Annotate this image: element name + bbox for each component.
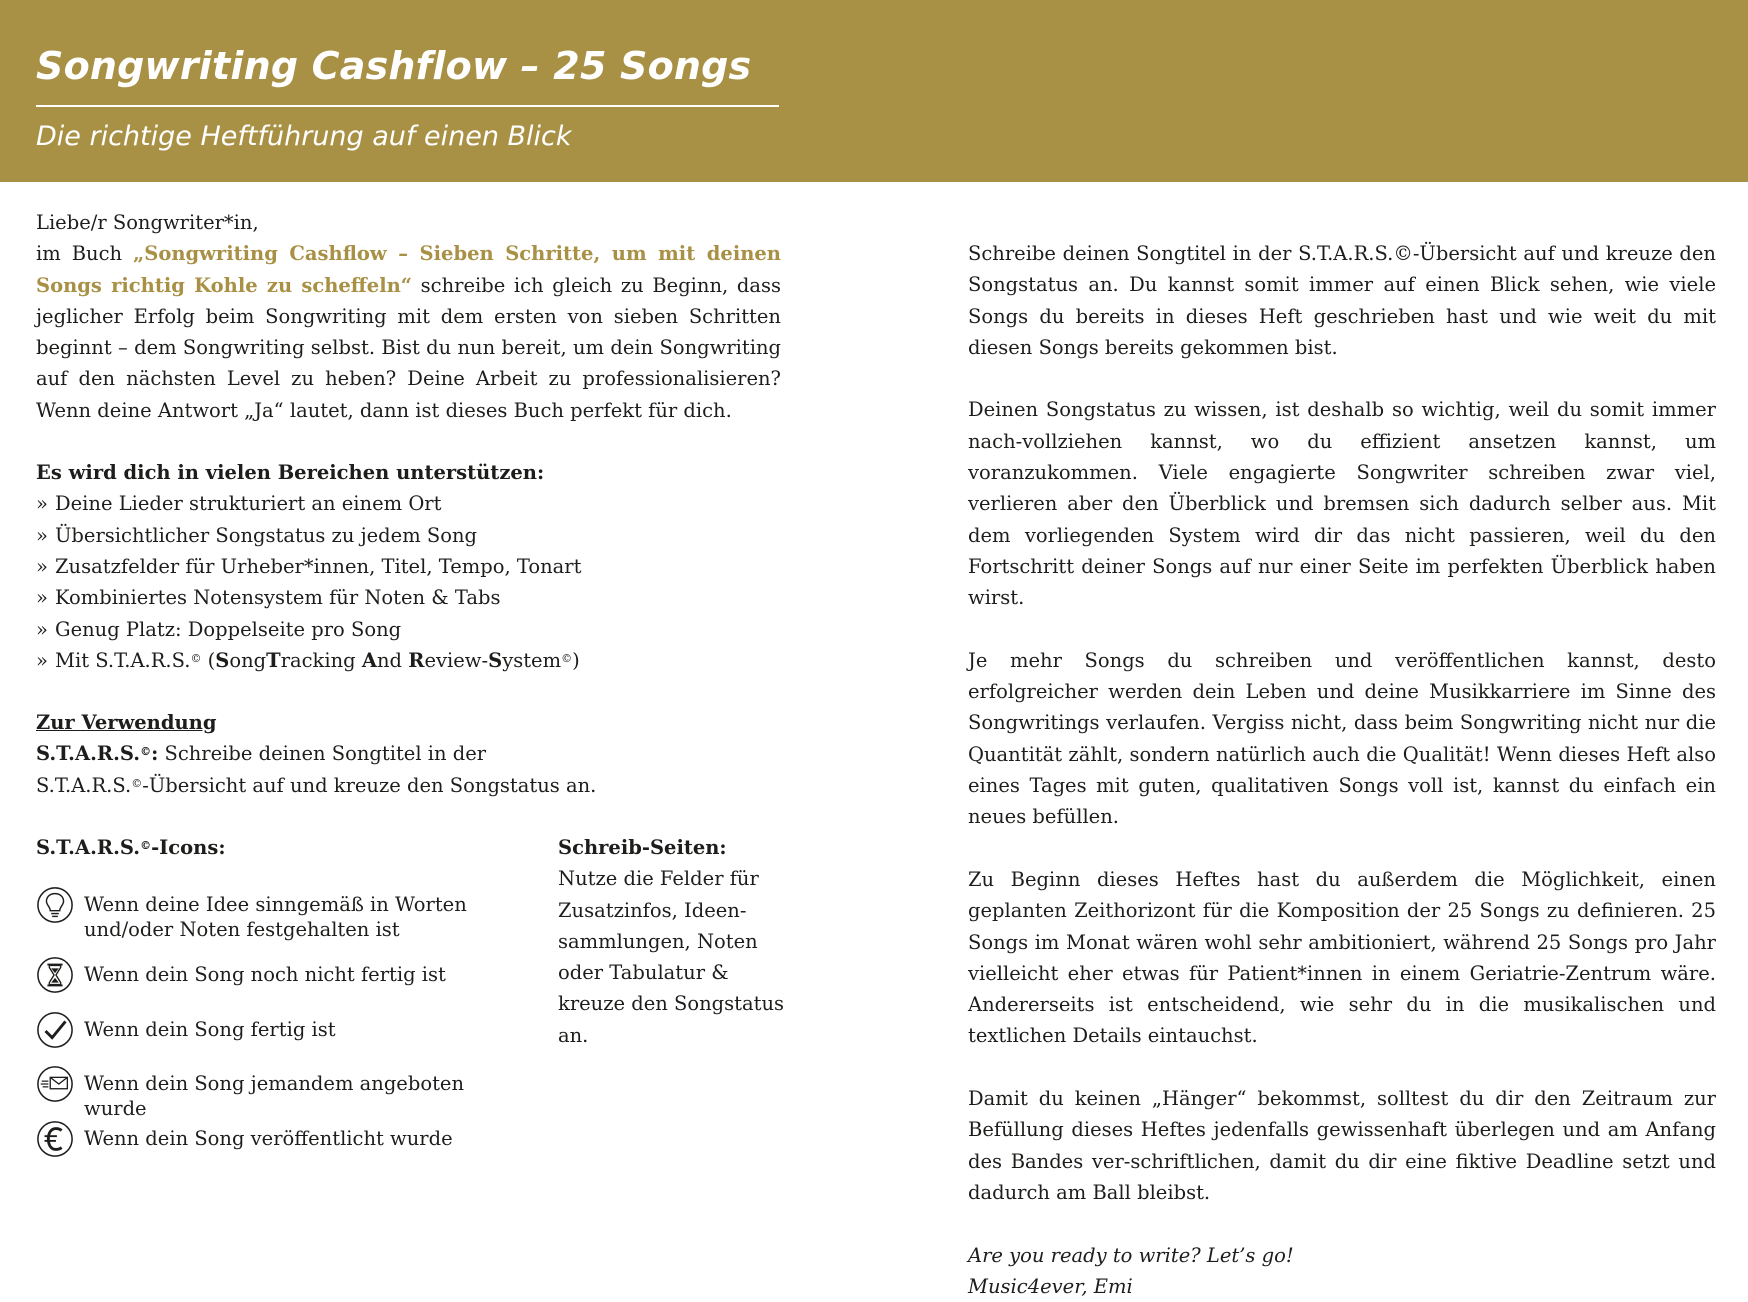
euro-icon [36,1120,74,1158]
right-column [968,238,1716,1302]
left-column [36,207,781,801]
icon-label: Wenn dein Song noch nicht fertig ist [84,963,446,986]
paragraph: Schreibe deinen Songtitel in der S.T.A.R.S.©-Übersicht auf und kreuze den Songstatus an. Du kannst somit immer auf einen Blick sehen, wie viele Songs du bereits in dieses Heft geschrieben hast und wie weit du mit diesen Songs bereits gekommen bist. [968,242,1716,359]
icon-row [36,1126,504,1158]
stars-letter-s: S [215,648,230,672]
list-item: » Deine Lieder strukturiert an einem Ort [36,488,781,519]
list-item: » Kombiniertes Notensystem für Noten & Tabs [36,582,781,613]
envelope-icon [36,1065,74,1103]
icons-heading [36,832,536,863]
closing-line: Are you ready to write? Let’s go! [968,1243,1294,1267]
intro-body: schreibe ich gleich zu Beginn, dass jeglicher Erfolg beim Songwriting mit dem ersten von sieben Schritten beginnt – dem Songwriting selbst. Bist du nun bereit, um dein Songwriting auf den nächsten Level zu heben? Deine Arbeit zu professionalisieren? Wenn deine Antwort „Ja“ lautet, dann ist dieses Buch perfekt für dich. [36,273,781,422]
stars-letter-a: A [361,648,377,672]
features-list [36,488,781,676]
list-item: » Genug Platz: Doppelseite pro Song [36,614,781,645]
stars-eview: eview- [424,648,489,672]
title-divider [36,105,779,107]
signature: Music4ever, Emi [968,1274,1133,1298]
icons-section [36,832,536,1150]
stars-racking: racking [280,648,362,672]
page-title: Songwriting Cashflow – 25 Songs [36,44,752,88]
icon-row [36,962,504,994]
copyright-mark: © [140,839,152,852]
usage-line-1 [36,738,781,769]
page-subtitle: Die richtige Heftführung auf einen Blick [36,121,572,152]
usage-line1-text: Schreibe deinen Songtitel in der [158,742,487,766]
icon-label: Wenn dein Song jemandem angeboten wurde [84,1072,465,1120]
stars-letter-r: R [408,648,425,672]
paragraph: Deinen Songstatus zu wissen, ist deshalb so wichtig, weil du somit immer nach-vollziehen kannst, wo du effizient ansetzen kannst, um voranzukommen. Viele engagierte Songwriter schreiben zwar viel, verlieren aber den Überblick und bremsen sich dadurch selber aus. Mit dem vorliegenden System wird dir das nicht passieren, weil du den Fortschritt deiner Songs auf nur einer Seite im perfekten Überblick haben wirst. [968,398,1716,610]
features-heading: Es wird dich in vielen Bereichen unterstützen: [36,461,545,485]
greeting: Liebe/r Songwriter*in, [36,211,259,234]
intro-lead: im Buch [36,242,134,266]
stars-letter-s2: S [488,648,503,672]
copyright-mark: © [561,651,573,665]
hourglass-icon [36,956,74,994]
lightbulb-icon [36,886,74,924]
header-banner [0,0,1748,182]
schreib-text: Nutze die Felder für Zusatzinfos, Ideen-sammlungen, Noten oder Tabulatur & kreuze den Songstatus an. [558,867,785,1047]
copyright-mark: © [190,651,202,665]
stars-ong: ong [229,648,267,672]
stars-nd: nd [377,648,409,672]
schreib-heading: Schreib-Seiten: [558,836,727,859]
icon-label: Wenn dein Song veröffentlicht wurde [84,1127,453,1150]
icons-heading-suffix: -Icons: [151,836,226,859]
usage-line-2 [36,770,781,801]
stars-open: ( [201,648,216,672]
paragraph: Je mehr Songs du schreiben und veröffentlichen kannst, desto erfolgreicher werden dein Leben und deine Musikkarriere im Sinne des Songwritings verlaufen. Vergiss nicht, dass beim Songwriting nicht nur die Quantität zählt, sondern natürlich auch die Qualität! Wenn dieses Heft also eines Tages mit guten, qualitativen Songs voll ist, kannst du einfach ein neues befüllen. [968,648,1716,829]
stars-prefix: Mit S.T.A.R.S. [55,648,191,672]
usage-line2-rest: -Übersicht auf und kreuze den Songstatus an. [142,773,597,797]
stars-letter-t: T [266,648,281,672]
paragraph: Zu Beginn dieses Heftes hast du außerdem die Möglichkeit, einen geplanten Zeithorizont für die Komposition der 25 Songs zu definieren. 25 Songs im Monat wären wohl sehr ambitioniert, während 25 Songs pro Jahr vielleicht eher etwas für Patient*innen in einem Geriatrie-Zentrum wäre. Andererseits ist entscheidend, wie sehr du in die musikalischen und textlichen Details eintauchst. [968,867,1716,1048]
copyright-mark: © [140,745,152,759]
schreib-section [558,832,788,1051]
icon-row [36,892,504,942]
icon-label: Wenn deine Idee sinngemäß in Worten und/oder Noten festgehalten ist [84,893,467,941]
icons-heading-prefix: S.T.A.R.S. [36,836,141,859]
usage-stars-label: S.T.A.R.S. [36,742,141,766]
icon-label: Wenn dein Song fertig ist [84,1018,336,1041]
usage-heading-text: Zur Verwendung [36,711,217,735]
usage-line2-prefix: S.T.A.R.S. [36,773,132,797]
list-item: » Zusatzfelder für Urheber*innen, Titel, Tempo, Tonart [36,551,781,582]
stars-ystem: ystem [502,648,562,672]
paragraph: Damit du keinen „Hänger“ bekommst, solltest du dir den Zeitraum zur Befüllung dieses Heftes jedenfalls gewissenhaft überlegen und am Anfang des Bandes ver-schriftlichen, damit du dir eine fiktive Deadline setzt und dadurch am Ball bleibst. [968,1087,1716,1204]
stars-close: ) [572,648,580,672]
checkmark-icon [36,1011,74,1049]
copyright-mark: © [131,776,143,790]
intro-paragraph [36,238,781,426]
icon-row [36,1071,504,1121]
usage-colon: : [151,742,159,766]
list-item: » Übersichtlicher Songstatus zu jedem Song [36,520,781,551]
book-title: „Songwriting Cashflow – Sieben Schritte, um mit deinen Songs richtig Kohle zu scheffeln“ [36,242,781,297]
list-item-stars [36,645,781,676]
icon-row [36,1017,504,1049]
usage-heading [36,707,781,738]
